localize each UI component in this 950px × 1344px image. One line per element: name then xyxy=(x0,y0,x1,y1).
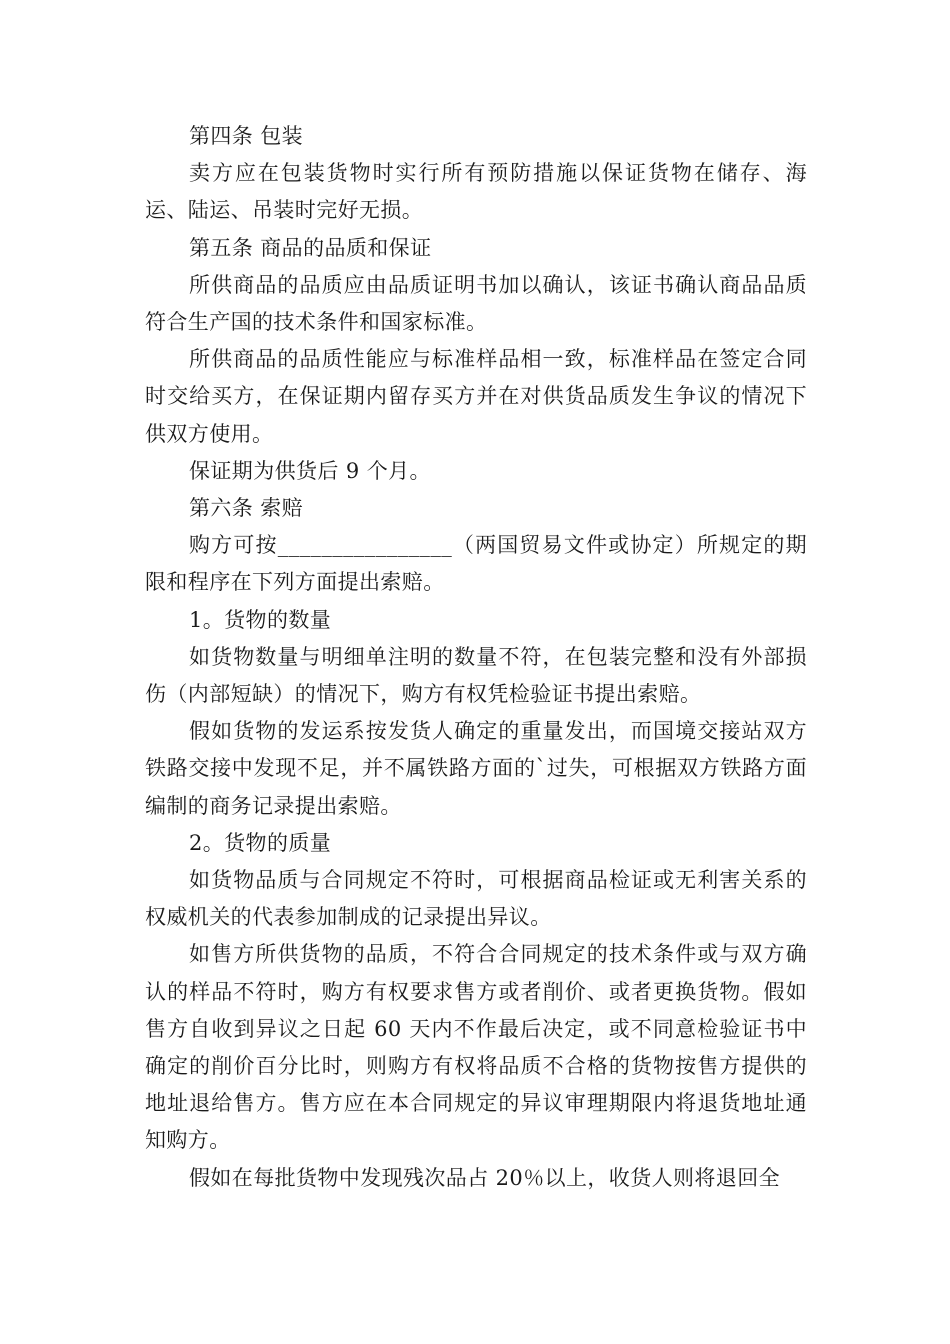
heading-article-6: 第六条 索赔 xyxy=(189,496,304,521)
paragraph-claims-intro: 购方可按________________（两国贸易文件或协定）所规定的期限和程序在下列方面提出索赔。 xyxy=(145,533,807,595)
heading-article-4: 第四条 包装 xyxy=(189,124,304,148)
paragraph-warranty-period: 保证期为供货后 9 个月。 xyxy=(189,458,431,483)
paragraph-packaging: 卖方应在包装货物时实行所有预防措施以保证货物在储存、海运、陆运、吊装时完好无损。 xyxy=(145,161,807,223)
paragraph-defect-rate: 假如在每批货物中发现残次品占 20％以上，收货人则将退回全 xyxy=(189,1165,780,1190)
document-page xyxy=(145,118,807,1197)
paragraph-quality-objection: 如货物品质与合同规定不符时，可根据商品检证或无利害关系的权威机关的代表参加制成的记录提出异议。 xyxy=(145,868,807,930)
paragraph-weight-shortage: 假如货物的发运系按发货人确定的重量发出，而国境交接站双方铁路交接中发现不足，并不属铁路方面的`过失，可根据双方铁路方面编制的商务记录提出索赔。 xyxy=(145,719,807,818)
subheading-quality: 2。货物的质量 xyxy=(189,830,332,855)
subheading-quantity: 1。货物的数量 xyxy=(189,607,332,632)
paragraph-quality-remedy: 如售方所供货物的品质，不符合合同规定的技术条件或与双方确认的样品不符时，购方有权要求售方或者削价、或者更换货物。假如售方自收到异议之日起 60 天内不作最后决定，或不同意检验证书中确定的削价百分比时，则购方有权将品质不合格的货物按售方提供的地址退给售方。售方应在本合同规定的异议审理期限内将退货地址通知购方。 xyxy=(145,942,807,1153)
paragraph-quantity-mismatch: 如货物数量与明细单注明的数量不符，在包装完整和没有外部损伤（内部短缺）的情况下，购方有权凭检验证书提出索赔。 xyxy=(145,644,807,707)
paragraph-quality-certificate: 所供商品的品质应由品质证明书加以确认，该证书确认商品品质符合生产国的技术条件和国家标准。 xyxy=(145,272,807,335)
heading-article-5: 第五条 商品的品质和保证 xyxy=(189,235,432,260)
paragraph-standard-sample: 所供商品的品质性能应与标准样品相一致，标准样品在签定合同时交给买方，在保证期内留存买方并在对供货品质发生争议的情况下供双方使用。 xyxy=(145,347,807,446)
